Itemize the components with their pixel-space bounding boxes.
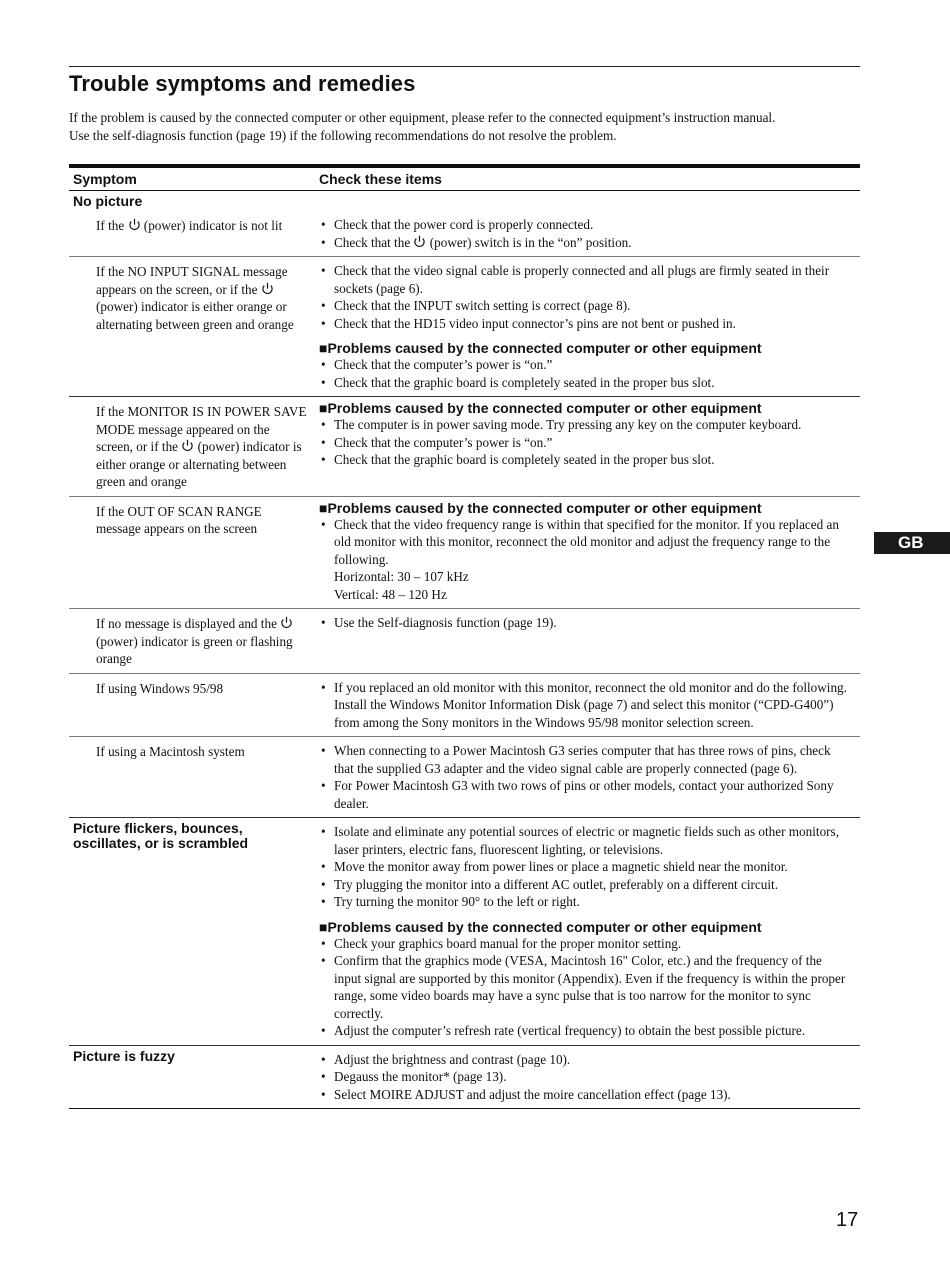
table-row: [69, 737, 860, 818]
check-items-column-header: Check these items: [315, 166, 860, 191]
list-item: • Use the Self-diagnosis function (page 19).: [319, 614, 848, 632]
symptom-cell: If the OUT OF SCAN RANGE message appears on the screen: [69, 496, 315, 609]
symptom-cell: If using a Macintosh system: [69, 737, 315, 818]
list-item: • If you replaced an old monitor with this monitor, reconnect the old monitor and do the following. Install the Windows Monitor Information Disk (page 7) and select this monitor (“CPD-G400”) from among the Sony monitors in the Windows 95/98 monitor selection screen.: [319, 679, 848, 732]
list-item: • Try plugging the monitor into a different AC outlet, preferably on a different circuit.: [319, 876, 848, 894]
symptom-cell: If using Windows 95/98: [69, 673, 315, 737]
list-item: [319, 516, 848, 604]
symptom-cell: [69, 397, 315, 497]
list-item: • For Power Macintosh G3 with two rows of pins or other models, contact your authorized Sony dealer.: [319, 777, 848, 812]
intro-text: [69, 109, 860, 145]
category-picture-fuzzy: Picture is fuzzy: [69, 1045, 315, 1109]
table-header-row: [69, 166, 860, 191]
troubleshooting-table: [69, 164, 860, 1109]
problem-heading: ■Problems caused by the connected computer or other equipment: [319, 340, 762, 356]
power-icon: [280, 616, 293, 629]
language-tab-gb: GB: [874, 532, 950, 554]
page-number: 17: [836, 1209, 859, 1231]
list-item: • Check your graphics board manual for the proper monitor setting.: [319, 935, 848, 953]
list-item: • Degauss the monitor* (page 13).: [319, 1068, 848, 1086]
list-item: • Confirm that the graphics mode (VESA, Macintosh 16" Color, etc.) and the frequency of the input signal are supported by this monitor (Appendix). Even if the frequency is within the proper range, some video boards may have a sync pulse that is too narrow for the monitor to sync correctly.: [319, 952, 848, 1022]
intro-line-1: If the problem is caused by the connected computer or other equipment, please refer to the connected equipment’s instruction manual.: [69, 110, 776, 125]
symptom-text: (power) indicator is not lit: [140, 218, 283, 233]
power-icon: [128, 218, 141, 231]
check-items-cell: [315, 609, 860, 674]
table-row: [69, 1045, 860, 1109]
table-row: [69, 496, 860, 609]
vertical-range: Vertical: 48 – 120 Hz: [334, 586, 447, 602]
table-row: [69, 818, 860, 1046]
category-row-no-picture: [69, 191, 860, 212]
list-item: • Check that the computer’s power is “on.”: [319, 434, 848, 452]
list-item: • Check that the video signal cable is properly connected and all plugs are firmly seated in their sockets (page 6).: [319, 262, 848, 297]
item-text: (power) switch is in the “on” position.: [426, 234, 632, 250]
power-icon: [413, 235, 426, 248]
check-items-cell: [315, 1045, 860, 1109]
check-items-cell: [315, 737, 860, 818]
problem-heading: ■Problems caused by the connected computer or other equipment: [319, 400, 762, 416]
check-items-cell: [315, 673, 860, 737]
list-item: [319, 234, 848, 252]
power-icon: [181, 439, 194, 452]
check-items-cell: [315, 211, 860, 257]
item-text: Check that the: [334, 234, 414, 250]
horizontal-range: Horizontal: 30 – 107 kHz: [334, 569, 469, 584]
list-item: • Adjust the computer’s refresh rate (vertical frequency) to obtain the best possible picture.: [319, 1022, 848, 1040]
symptom-text: If the MONITOR IS IN POWER SAVE MODE message appeared on the screen, or if the: [96, 404, 307, 454]
list-item: • Isolate and eliminate any potential sources of electric or magnetic fields such as other monitors, laser printers, electric fans, fluorescent lighting, or televisions.: [319, 823, 848, 858]
symptom-text: (power) indicator is either orange or alternating between green and orange: [96, 299, 294, 332]
category-picture-flickers: Picture flickers, bounces, oscillates, or is scrambled: [69, 818, 315, 1046]
symptom-text: If no message is displayed and the: [96, 616, 281, 631]
list-item: • Check that the graphic board is completely seated in the proper bus slot.: [319, 374, 848, 392]
intro-line-2: Use the self-diagnosis function (page 19) if the following recommendations do not resolve the problem.: [69, 128, 617, 143]
list-item: • Select MOIRE ADJUST and adjust the moire cancellation effect (page 13).: [319, 1086, 848, 1104]
table-row: [69, 673, 860, 737]
list-item: • When connecting to a Power Macintosh G3 series computer that has three rows of pins, check that the supplied G3 adapter and the video signal cable are properly connected (page 6).: [319, 742, 848, 777]
check-items-cell: [315, 257, 860, 397]
list-item: • Check that the graphic board is completely seated in the proper bus slot.: [319, 451, 848, 469]
list-item: • The computer is in power saving mode. Try pressing any key on the computer keyboard.: [319, 416, 848, 434]
symptom-cell: [69, 211, 315, 257]
symptom-text: (power) indicator is either orange or alternating between green and orange: [96, 439, 302, 489]
list-item: • Check that the INPUT switch setting is correct (page 8).: [319, 297, 848, 315]
symptom-text: If the NO INPUT SIGNAL message appears on the screen, or if the: [96, 264, 288, 297]
check-items-cell: [315, 496, 860, 609]
power-icon: [261, 282, 274, 295]
symptom-text: If the: [96, 218, 128, 233]
check-items-cell: [315, 397, 860, 497]
table-row: [69, 211, 860, 257]
symptom-text: (power) indicator is green or flashing orange: [96, 633, 293, 666]
symptom-cell: [69, 609, 315, 674]
problem-heading: ■Problems caused by the connected computer or other equipment: [319, 918, 762, 935]
symptom-cell: [69, 257, 315, 397]
table-row: [69, 257, 860, 397]
symptom-column-header: Symptom: [69, 166, 315, 191]
list-item: • Adjust the brightness and contrast (page 10).: [319, 1051, 848, 1069]
list-item: • Check that the power cord is properly connected.: [319, 216, 848, 234]
list-item: • Check that the computer’s power is “on.”: [319, 356, 848, 374]
table-row: [69, 609, 860, 674]
list-item: • Try turning the monitor 90° to the left or right.: [319, 893, 848, 911]
table-row: [69, 397, 860, 497]
item-text: • Check that the video frequency range is within that specified for the monitor. If you replaced an old monitor with this monitor, reconnect the old monitor and adjust the frequency range to the following.: [334, 516, 839, 567]
list-item: • Move the monitor away from power lines or place a magnetic shield near the monitor.: [319, 858, 848, 876]
document-page: [69, 66, 860, 1109]
check-items-cell: [315, 818, 860, 1046]
top-rule: [69, 66, 860, 67]
list-item: • Check that the HD15 video input connector’s pins are not bent or pushed in.: [319, 315, 848, 333]
category-no-picture: No picture: [73, 193, 143, 209]
page-title: Trouble symptoms and remedies: [69, 71, 416, 96]
problem-heading: ■Problems caused by the connected computer or other equipment: [319, 499, 762, 516]
